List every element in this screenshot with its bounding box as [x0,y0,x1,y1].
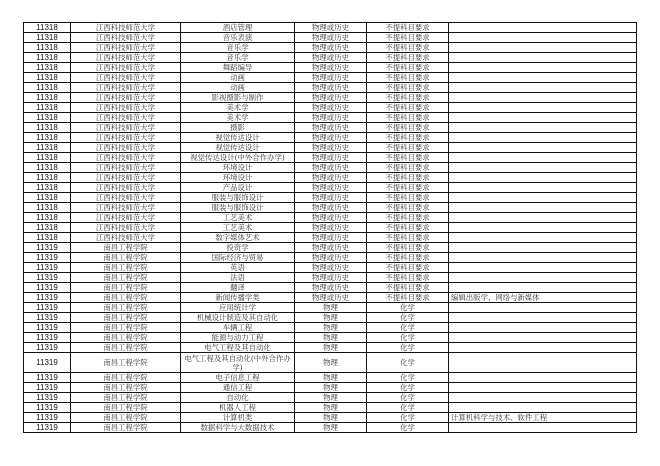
major-name-cell: 动画 [181,83,295,93]
table-row [24,413,637,423]
secondary-subject-cell: 不提科目要求 [367,203,449,213]
school-code-cell: 11318 [24,193,71,203]
major-name-cell: 工艺美术 [181,213,295,223]
table-row [24,393,637,403]
school-name-cell: 南昌工程学院 [71,263,181,273]
major-name-cell: 投资学 [181,243,295,253]
school-code-cell: 11318 [24,43,71,53]
secondary-subject-cell: 化学 [367,313,449,323]
school-code-cell: 11318 [24,233,71,243]
primary-subject-cell: 物理 [295,313,367,323]
secondary-subject-cell: 不提科目要求 [367,213,449,223]
primary-subject-cell: 物理 [295,423,367,433]
note-cell [449,113,637,123]
table-row [24,113,637,123]
note-cell [449,73,637,83]
table-row [24,33,637,43]
school-name-cell: 南昌工程学院 [71,333,181,343]
school-name-cell: 南昌工程学院 [71,353,181,373]
school-code-cell: 11318 [24,173,71,183]
school-name-cell: 江西科技师范大学 [71,223,181,233]
secondary-subject-cell: 不提科目要求 [367,23,449,33]
major-name-cell: 视觉传达设计 [181,133,295,143]
table-row [24,333,637,343]
school-code-cell: 11319 [24,323,71,333]
school-code-cell: 11318 [24,153,71,163]
school-code-cell: 11318 [24,133,71,143]
note-cell [449,123,637,133]
primary-subject-cell: 物理或历史 [295,113,367,123]
table-row [24,253,637,263]
school-code-cell: 11319 [24,413,71,423]
table-row [24,73,637,83]
note-cell [449,313,637,323]
major-name-cell: 摄影 [181,123,295,133]
note-cell [449,343,637,353]
school-code-cell: 11318 [24,123,71,133]
school-code-cell: 11319 [24,263,71,273]
table-row [24,353,637,373]
school-name-cell: 江西科技师范大学 [71,203,181,213]
table-row [24,163,637,173]
primary-subject-cell: 物理或历史 [295,253,367,263]
note-cell: 计算机科学与技术、软件工程 [449,413,637,423]
note-cell [449,333,637,343]
secondary-subject-cell: 不提科目要求 [367,193,449,203]
secondary-subject-cell: 化学 [367,393,449,403]
school-code-cell: 11318 [24,183,71,193]
school-code-cell: 11319 [24,423,71,433]
secondary-subject-cell: 不提科目要求 [367,273,449,283]
school-code-cell: 11318 [24,23,71,33]
note-cell [449,143,637,153]
school-code-cell: 11319 [24,313,71,323]
note-cell [449,43,637,53]
school-code-cell: 11319 [24,243,71,253]
secondary-subject-cell: 不提科目要求 [367,33,449,43]
major-name-cell: 美术学 [181,113,295,123]
note-cell [449,423,637,433]
secondary-subject-cell: 化学 [367,303,449,313]
primary-subject-cell: 物理 [295,373,367,383]
secondary-subject-cell: 化学 [367,423,449,433]
secondary-subject-cell: 不提科目要求 [367,53,449,63]
primary-subject-cell: 物理或历史 [295,153,367,163]
secondary-subject-cell: 化学 [367,343,449,353]
school-name-cell: 江西科技师范大学 [71,123,181,133]
primary-subject-cell: 物理或历史 [295,293,367,303]
note-cell [449,243,637,253]
primary-subject-cell: 物理或历史 [295,103,367,113]
secondary-subject-cell: 不提科目要求 [367,223,449,233]
major-name-cell: 机器人工程 [181,403,295,413]
major-name-cell: 视觉传达设计 [181,143,295,153]
primary-subject-cell: 物理或历史 [295,263,367,273]
primary-subject-cell: 物理或历史 [295,183,367,193]
secondary-subject-cell: 不提科目要求 [367,123,449,133]
school-name-cell: 江西科技师范大学 [71,73,181,83]
major-name-cell: 法语 [181,273,295,283]
primary-subject-cell: 物理 [295,383,367,393]
secondary-subject-cell: 不提科目要求 [367,133,449,143]
secondary-subject-cell: 化学 [367,323,449,333]
secondary-subject-cell: 不提科目要求 [367,163,449,173]
major-name-cell: 翻译 [181,283,295,293]
school-code-cell: 11318 [24,203,71,213]
table-body [24,23,637,433]
primary-subject-cell: 物理或历史 [295,243,367,253]
school-name-cell: 江西科技师范大学 [71,103,181,113]
major-name-cell: 动画 [181,73,295,83]
note-cell [449,233,637,243]
secondary-subject-cell: 不提科目要求 [367,143,449,153]
secondary-subject-cell: 不提科目要求 [367,283,449,293]
secondary-subject-cell: 不提科目要求 [367,43,449,53]
school-name-cell: 南昌工程学院 [71,403,181,413]
note-cell [449,283,637,293]
note-cell [449,163,637,173]
note-cell [449,83,637,93]
primary-subject-cell: 物理或历史 [295,213,367,223]
note-cell [449,93,637,103]
table-row [24,293,637,303]
table-row [24,173,637,183]
school-name-cell: 南昌工程学院 [71,313,181,323]
secondary-subject-cell: 不提科目要求 [367,233,449,243]
school-name-cell: 江西科技师范大学 [71,33,181,43]
table-row [24,283,637,293]
major-name-cell: 服装与服饰设计 [181,193,295,203]
note-cell [449,273,637,283]
note-cell [449,263,637,273]
school-code-cell: 11319 [24,253,71,263]
note-cell [449,53,637,63]
table-row [24,243,637,253]
primary-subject-cell: 物理或历史 [295,93,367,103]
note-cell [449,203,637,213]
primary-subject-cell: 物理或历史 [295,193,367,203]
school-code-cell: 11319 [24,343,71,353]
table-row [24,133,637,143]
secondary-subject-cell: 化学 [367,383,449,393]
table-row [24,273,637,283]
school-code-cell: 11318 [24,83,71,93]
primary-subject-cell: 物理 [295,333,367,343]
secondary-subject-cell: 化学 [367,413,449,423]
primary-subject-cell: 物理或历史 [295,203,367,213]
school-name-cell: 南昌工程学院 [71,383,181,393]
school-name-cell: 江西科技师范大学 [71,233,181,243]
table-row [24,23,637,33]
note-cell [449,193,637,203]
table-row [24,143,637,153]
table-row [24,303,637,313]
school-name-cell: 南昌工程学院 [71,423,181,433]
primary-subject-cell: 物理或历史 [295,73,367,83]
school-name-cell: 江西科技师范大学 [71,53,181,63]
note-cell [449,103,637,113]
school-name-cell: 江西科技师范大学 [71,183,181,193]
school-name-cell: 江西科技师范大学 [71,63,181,73]
note-cell [449,383,637,393]
table-row [24,323,637,333]
primary-subject-cell: 物理或历史 [295,53,367,63]
note-cell [449,133,637,143]
school-code-cell: 11319 [24,393,71,403]
school-name-cell: 江西科技师范大学 [71,153,181,163]
note-cell [449,373,637,383]
major-name-cell: 能源与动力工程 [181,333,295,343]
note-cell [449,393,637,403]
secondary-subject-cell: 不提科目要求 [367,73,449,83]
school-name-cell: 江西科技师范大学 [71,163,181,173]
note-cell [449,183,637,193]
school-name-cell: 江西科技师范大学 [71,173,181,183]
major-name-cell: 音乐表演 [181,33,295,43]
school-code-cell: 11319 [24,273,71,283]
school-code-cell: 11318 [24,73,71,83]
table-row [24,43,637,53]
major-name-cell: 自动化 [181,393,295,403]
primary-subject-cell: 物理 [295,353,367,373]
school-name-cell: 南昌工程学院 [71,293,181,303]
school-name-cell: 南昌工程学院 [71,373,181,383]
major-name-cell: 车辆工程 [181,323,295,333]
table-row [24,383,637,393]
table-row [24,373,637,383]
note-cell [449,403,637,413]
school-name-cell: 江西科技师范大学 [71,43,181,53]
school-code-cell: 11319 [24,373,71,383]
note-cell [449,173,637,183]
primary-subject-cell: 物理或历史 [295,83,367,93]
school-code-cell: 11318 [24,143,71,153]
major-name-cell: 电子信息工程 [181,373,295,383]
school-name-cell: 南昌工程学院 [71,343,181,353]
primary-subject-cell: 物理 [295,403,367,413]
major-name-cell: 工艺美术 [181,223,295,233]
table-row [24,83,637,93]
secondary-subject-cell: 不提科目要求 [367,93,449,103]
note-cell [449,213,637,223]
table-row [24,63,637,73]
table-row [24,263,637,273]
table-row [24,103,637,113]
table-row [24,233,637,243]
major-name-cell: 音乐学 [181,53,295,63]
note-cell [449,33,637,43]
secondary-subject-cell: 化学 [367,403,449,413]
secondary-subject-cell: 不提科目要求 [367,243,449,253]
major-name-cell: 电气工程及其自动化 [181,343,295,353]
table-row [24,53,637,63]
major-name-cell: 音乐学 [181,43,295,53]
school-code-cell: 11318 [24,223,71,233]
school-name-cell: 南昌工程学院 [71,323,181,333]
primary-subject-cell: 物理 [295,393,367,403]
primary-subject-cell: 物理或历史 [295,223,367,233]
school-name-cell: 江西科技师范大学 [71,213,181,223]
major-name-cell: 数字媒体艺术 [181,233,295,243]
secondary-subject-cell: 不提科目要求 [367,63,449,73]
primary-subject-cell: 物理或历史 [295,33,367,43]
table-row [24,343,637,353]
major-name-cell: 电气工程及其自动化(中外合作办学) [181,353,295,373]
secondary-subject-cell: 化学 [367,333,449,343]
school-code-cell: 11319 [24,383,71,393]
secondary-subject-cell: 不提科目要求 [367,153,449,163]
note-cell [449,303,637,313]
school-code-cell: 11319 [24,303,71,313]
school-code-cell: 11318 [24,113,71,123]
note-cell [449,323,637,333]
major-name-cell: 舞蹈编导 [181,63,295,73]
primary-subject-cell: 物理或历史 [295,123,367,133]
major-name-cell: 应用统计学 [181,303,295,313]
school-name-cell: 南昌工程学院 [71,303,181,313]
table-row [24,313,637,323]
secondary-subject-cell: 不提科目要求 [367,83,449,93]
school-code-cell: 11318 [24,53,71,63]
secondary-subject-cell: 不提科目要求 [367,263,449,273]
major-name-cell: 服装与服饰设计 [181,203,295,213]
secondary-subject-cell: 化学 [367,373,449,383]
primary-subject-cell: 物理或历史 [295,143,367,153]
secondary-subject-cell: 不提科目要求 [367,173,449,183]
school-name-cell: 南昌工程学院 [71,283,181,293]
note-cell [449,253,637,263]
primary-subject-cell: 物理或历史 [295,273,367,283]
note-cell [449,23,637,33]
major-name-cell: 美术学 [181,103,295,113]
major-name-cell: 英语 [181,263,295,273]
secondary-subject-cell: 化学 [367,353,449,373]
table-row [24,423,637,433]
school-name-cell: 南昌工程学院 [71,253,181,263]
primary-subject-cell: 物理或历史 [295,23,367,33]
major-name-cell: 环境设计 [181,163,295,173]
note-cell [449,153,637,163]
school-name-cell: 江西科技师范大学 [71,83,181,93]
major-name-cell: 机械设计制造及其自动化 [181,313,295,323]
school-name-cell: 江西科技师范大学 [71,23,181,33]
school-name-cell: 南昌工程学院 [71,273,181,283]
school-code-cell: 11319 [24,353,71,373]
primary-subject-cell: 物理 [295,343,367,353]
note-cell: 编辑出版学、网络与新媒体 [449,293,637,303]
school-name-cell: 江西科技师范大学 [71,143,181,153]
school-code-cell: 11319 [24,333,71,343]
table-row [24,93,637,103]
primary-subject-cell: 物理或历史 [295,63,367,73]
table-row [24,183,637,193]
school-code-cell: 11318 [24,63,71,73]
secondary-subject-cell: 不提科目要求 [367,293,449,303]
school-code-cell: 11319 [24,283,71,293]
primary-subject-cell: 物理或历史 [295,233,367,243]
primary-subject-cell: 物理 [295,323,367,333]
table-row [24,193,637,203]
secondary-subject-cell: 不提科目要求 [367,103,449,113]
note-cell [449,353,637,373]
table-row [24,223,637,233]
secondary-subject-cell: 不提科目要求 [367,113,449,123]
major-name-cell: 影视摄影与制作 [181,93,295,103]
school-code-cell: 11319 [24,403,71,413]
note-cell [449,223,637,233]
school-code-cell: 11318 [24,33,71,43]
table-row [24,403,637,413]
secondary-subject-cell: 不提科目要求 [367,253,449,263]
primary-subject-cell: 物理或历史 [295,163,367,173]
school-name-cell: 江西科技师范大学 [71,193,181,203]
table-row [24,123,637,133]
school-code-cell: 11318 [24,163,71,173]
primary-subject-cell: 物理 [295,303,367,313]
school-name-cell: 江西科技师范大学 [71,133,181,143]
major-name-cell: 环境设计 [181,173,295,183]
school-name-cell: 江西科技师范大学 [71,93,181,103]
major-name-cell: 视觉传达设计(中外合作办学) [181,153,295,163]
major-name-cell: 通信工程 [181,383,295,393]
major-name-cell: 计算机类 [181,413,295,423]
major-name-cell: 数据科学与大数据技术 [181,423,295,433]
table-row [24,153,637,163]
school-name-cell: 南昌工程学院 [71,243,181,253]
primary-subject-cell: 物理或历史 [295,43,367,53]
major-name-cell: 酒店管理 [181,23,295,33]
table-row [24,213,637,223]
secondary-subject-cell: 不提科目要求 [367,183,449,193]
subject-requirements-table [23,22,637,433]
primary-subject-cell: 物理或历史 [295,133,367,143]
school-code-cell: 11318 [24,103,71,113]
primary-subject-cell: 物理或历史 [295,173,367,183]
table-row [24,203,637,213]
school-code-cell: 11318 [24,213,71,223]
note-cell [449,63,637,73]
school-code-cell: 11319 [24,293,71,303]
school-name-cell: 江西科技师范大学 [71,113,181,123]
school-code-cell: 11318 [24,93,71,103]
school-name-cell: 南昌工程学院 [71,393,181,403]
major-name-cell: 产品设计 [181,183,295,193]
major-name-cell: 新闻传播学类 [181,293,295,303]
primary-subject-cell: 物理或历史 [295,283,367,293]
major-name-cell: 国际经济与贸易 [181,253,295,263]
school-name-cell: 南昌工程学院 [71,413,181,423]
primary-subject-cell: 物理 [295,413,367,423]
